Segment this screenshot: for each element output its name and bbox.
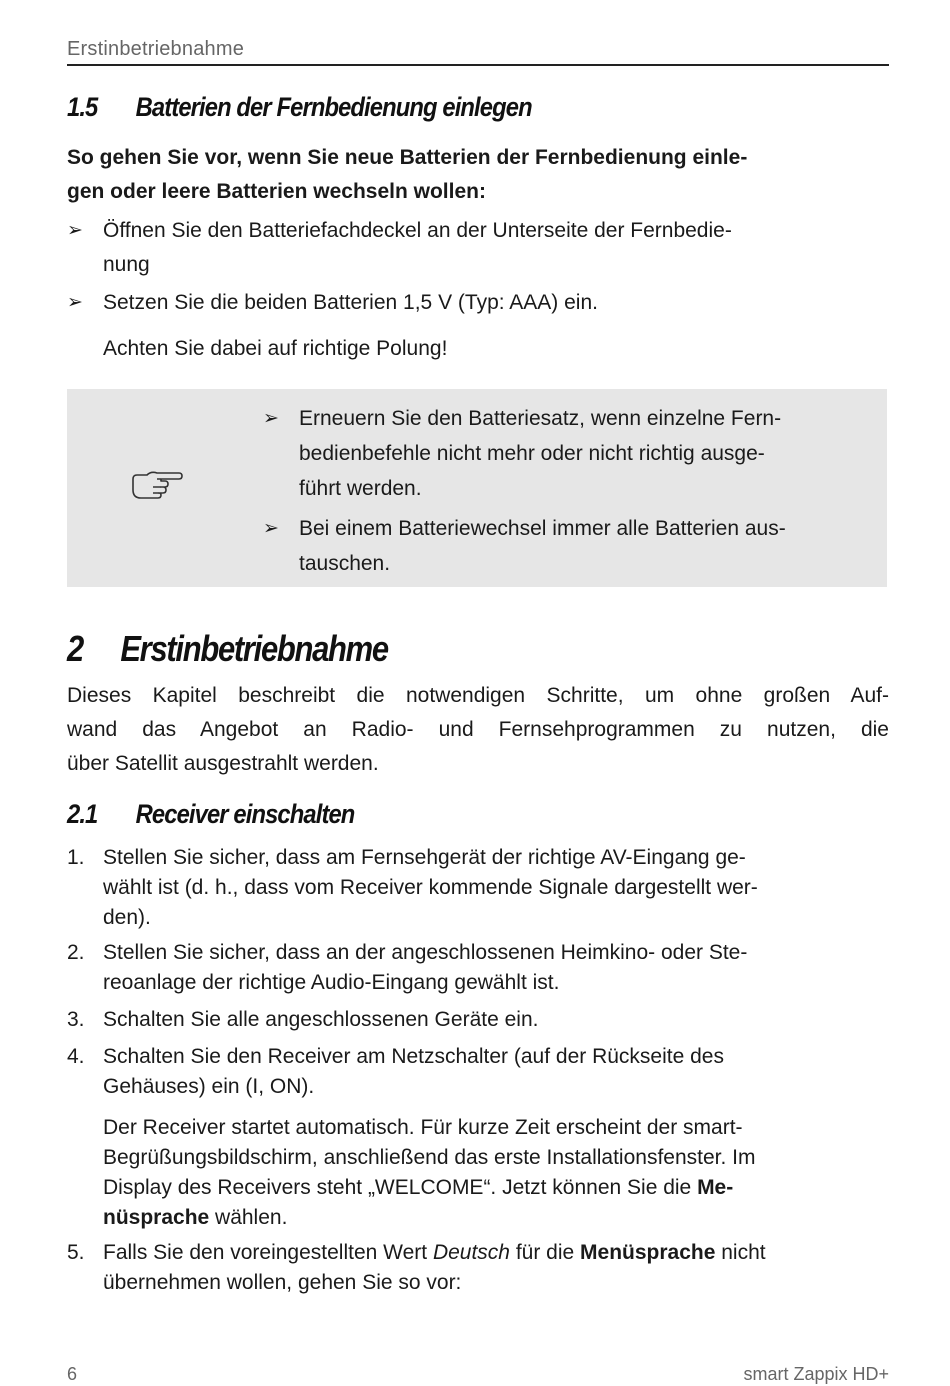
note-text bbox=[299, 511, 873, 581]
item-text bbox=[103, 938, 859, 998]
step-item bbox=[67, 214, 889, 282]
chapter-intro-line: über Satellit ausgestrahlt werden. bbox=[67, 752, 379, 775]
section-title: Receiver einschalten bbox=[135, 799, 355, 829]
item-line: Stellen Sie sicher, dass an der angeschlossenen Heimkino- oder Ste- bbox=[103, 941, 748, 964]
italic-term: Deutsch bbox=[432, 1241, 510, 1264]
note-line: Bei einem Batteriewechsel immer alle Batterien aus- bbox=[299, 517, 786, 540]
chapter-intro bbox=[67, 679, 889, 781]
item-line: Schalten Sie den Receiver am Netzschalter (auf der Rückseite des bbox=[103, 1045, 724, 1068]
detail-line: Der Receiver startet automatisch. Für kurze Zeit erscheint der smart- bbox=[103, 1116, 743, 1139]
numbered-item bbox=[67, 1005, 889, 1035]
step-line: Öffnen Sie den Batteriefachdeckel an der Unterseite der Fernbedie- bbox=[103, 219, 732, 242]
detail-line: wählen. bbox=[209, 1206, 288, 1229]
item-line: den). bbox=[103, 906, 151, 929]
numbered-item bbox=[67, 1238, 889, 1298]
note-text bbox=[299, 401, 873, 506]
pointing-hand-icon bbox=[131, 469, 183, 499]
item-line: nicht bbox=[715, 1241, 766, 1264]
arrow-bullet-icon: ➢ bbox=[263, 518, 279, 539]
bold-term: Menüsprache bbox=[580, 1241, 716, 1264]
item-line: Falls Sie den voreingestellten Wert bbox=[103, 1241, 433, 1264]
item-number: 4. bbox=[67, 1045, 85, 1068]
section-heading-1-5 bbox=[67, 92, 532, 123]
section-heading-2-1 bbox=[67, 799, 354, 830]
section-number: 2.1 bbox=[67, 799, 98, 829]
item-detail-paragraph bbox=[67, 1113, 889, 1233]
item-text bbox=[103, 1238, 859, 1298]
note-line: führt werden. bbox=[299, 477, 422, 500]
bold-term: nüsprache bbox=[103, 1206, 210, 1229]
intro-line: gen oder leere Batterien wechseln wollen: bbox=[67, 180, 486, 203]
item-text bbox=[103, 843, 859, 933]
chapter-heading-2 bbox=[67, 628, 388, 670]
note-line: bedienbefehle nicht mehr oder nicht richtig ausge- bbox=[299, 442, 765, 465]
detail-text bbox=[103, 1113, 859, 1233]
numbered-item bbox=[67, 1042, 889, 1102]
note-item bbox=[263, 511, 873, 581]
item-line: reoanlage der richtige Audio-Eingang gewählt ist. bbox=[103, 971, 560, 994]
item-line: übernehmen wollen, gehen Sie so vor: bbox=[103, 1271, 462, 1294]
item-number: 3. bbox=[67, 1008, 85, 1031]
section-number: 1.5 bbox=[67, 92, 98, 122]
item-line: wählt ist (d. h., dass vom Receiver kommende Signale dargestellt wer- bbox=[103, 876, 758, 899]
step-text bbox=[103, 214, 889, 282]
running-header: Erstinbetriebnahme bbox=[67, 38, 245, 60]
product-name: smart Zappix HD+ bbox=[743, 1364, 889, 1384]
step-text: Setzen Sie die beiden Batterien 1,5 V (Typ: AAA) ein. bbox=[103, 291, 598, 314]
detail-line: Begrüßungsbildschirm, anschließend das erste Installationsfenster. Im bbox=[103, 1146, 756, 1169]
note-box bbox=[67, 389, 887, 587]
chapter-title: Erstinbetriebnahme bbox=[120, 628, 388, 669]
chapter-intro-line: wand das Angebot an Radio- und Fernsehprogrammen zu nutzen, die bbox=[67, 718, 889, 741]
item-text: Schalten Sie alle angeschlossenen Geräte ein. bbox=[103, 1008, 539, 1031]
numbered-item bbox=[67, 938, 889, 998]
page-number: 6 bbox=[67, 1364, 78, 1384]
note-line: Erneuern Sie den Batteriesatz, wenn einzelne Fern- bbox=[299, 407, 782, 430]
intro-line: So gehen Sie vor, wenn Sie neue Batterien der Fernbedienung einle- bbox=[67, 146, 748, 169]
chapter-number: 2 bbox=[67, 628, 83, 669]
chapter-intro-line: Dieses Kapitel beschreibt die notwendigen Schritte, um ohne großen Auf- bbox=[67, 684, 889, 707]
step-item bbox=[67, 286, 889, 320]
item-line: Stellen Sie sicher, dass am Fernsehgerät der richtige AV-Eingang ge- bbox=[103, 846, 746, 869]
note-line: tauschen. bbox=[299, 552, 391, 575]
item-line: Gehäuses) ein (I, ON). bbox=[103, 1075, 315, 1098]
item-line: für die bbox=[510, 1241, 581, 1264]
item-text bbox=[103, 1042, 859, 1102]
numbered-item bbox=[67, 843, 889, 933]
intro-paragraph bbox=[67, 141, 889, 209]
item-number: 2. bbox=[67, 941, 85, 964]
note-item bbox=[263, 401, 873, 506]
section-title: Batterien der Fernbedienung einlegen bbox=[135, 92, 532, 122]
header-rule bbox=[67, 64, 889, 66]
bold-term: Me- bbox=[697, 1176, 734, 1199]
step-line: nung bbox=[103, 253, 150, 276]
step-followup: Achten Sie dabei auf richtige Polung! bbox=[103, 337, 448, 360]
detail-line: Display des Receivers steht „WELCOME“. Jetzt können Sie die bbox=[103, 1176, 698, 1199]
arrow-bullet-icon: ➢ bbox=[67, 220, 83, 241]
arrow-bullet-icon: ➢ bbox=[263, 408, 279, 429]
item-number: 5. bbox=[67, 1241, 85, 1264]
item-number: 1. bbox=[67, 846, 85, 869]
arrow-bullet-icon: ➢ bbox=[67, 292, 83, 313]
